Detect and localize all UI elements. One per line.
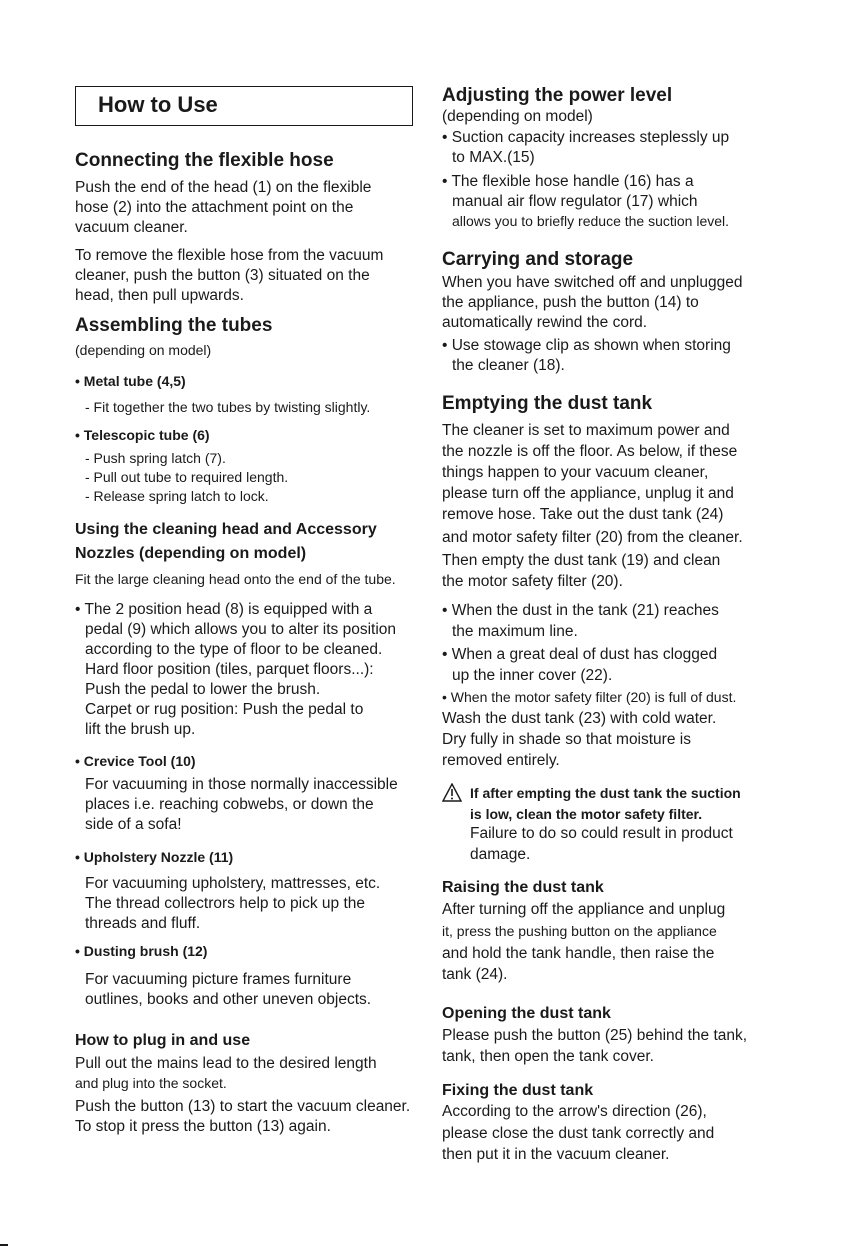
left-text-line: Push the button (13) to start the vacuum cleaner. [75, 1098, 411, 1115]
left-text-line: Push the pedal to lower the brush. [85, 681, 321, 698]
left-text-line: Connecting the flexible hose [75, 150, 334, 171]
page-edge-mark [0, 1244, 8, 1246]
right-text-line: please close the dust tank correctly and [442, 1125, 715, 1142]
right-text-line: tank, then open the tank cover. [442, 1048, 654, 1065]
left-text-line: side of a sofa! [85, 816, 182, 833]
right-text-line: remove hose. Take out the dust tank (24) [442, 506, 724, 523]
left-text-line: - Pull out tube to required length. [85, 469, 289, 485]
right-text-line: the motor safety filter (20). [442, 573, 623, 590]
right-text-line: is low, clean the motor safety filter. [470, 806, 703, 822]
right-text-line: (depending on model) [442, 108, 593, 125]
left-text-line: lift the brush up. [85, 721, 196, 738]
right-text-line: Fixing the dust tank [442, 1082, 594, 1099]
right-text-line: things happen to your vacuum cleaner, [442, 464, 709, 481]
left-text-line: threads and fluff. [85, 915, 201, 932]
left-text-line: • Dusting brush (12) [75, 943, 208, 959]
right-text-line: Please push the button (25) behind the tank, [442, 1027, 748, 1044]
left-text-line: - Push spring latch (7). [85, 450, 226, 466]
right-text-line: Failure to do so could result in product [470, 825, 733, 842]
page-title: How to Use [98, 92, 218, 117]
right-text-line: allows you to briefly reduce the suction level. [452, 213, 730, 229]
right-text-line: the cleaner (18). [452, 357, 565, 374]
right-text-line: • When a great deal of dust has clogged [442, 646, 718, 663]
right-text-line: tank (24). [442, 966, 508, 983]
left-text-line: Pull out the mains lead to the desired length [75, 1055, 377, 1072]
right-text-line: please turn off the appliance, unplug it and [442, 485, 734, 502]
left-text-line: • Upholstery Nozzle (11) [75, 849, 234, 865]
right-text-line: • When the motor safety filter (20) is full of dust. [442, 689, 737, 705]
left-text-line: How to plug in and use [75, 1032, 251, 1049]
left-text-line: according to the type of floor to be cleaned. [85, 641, 383, 658]
right-text-line: Emptying the dust tank [442, 393, 653, 414]
right-text-line: and motor safety filter (20) from the cleaner. [442, 529, 743, 546]
right-text-line: • When the dust in the tank (21) reaches [442, 602, 719, 619]
left-text-line: cleaner, push the button (3) situated on the [75, 267, 370, 284]
right-text-line: • The flexible hose handle (16) has a [442, 173, 694, 190]
right-text-line: Opening the dust tank [442, 1005, 611, 1022]
left-text-line: Hard floor position (tiles, parquet floors...): [85, 661, 374, 678]
section-title-box [75, 86, 413, 126]
right-text-line: Adjusting the power level [442, 85, 673, 106]
left-text-line: vacuum cleaner. [75, 219, 188, 236]
right-text-line: • Suction capacity increases steplessly up [442, 129, 730, 146]
right-text-line: Carrying and storage [442, 249, 634, 270]
right-text-line: it, press the pushing button on the appliance [442, 923, 717, 939]
right-text-line: After turning off the appliance and unplug [442, 901, 726, 918]
left-text-line: and plug into the socket. [75, 1075, 227, 1091]
right-text-line: • Use stowage clip as shown when storing [442, 337, 731, 354]
right-text-line: damage. [470, 846, 531, 863]
left-text-line: • The 2 position head (8) is equipped with a [75, 601, 373, 618]
left-text-line: - Release spring latch to lock. [85, 488, 269, 504]
left-text-line: For vacuuming upholstery, mattresses, etc. [85, 875, 381, 892]
left-text-line: pedal (9) which allows you to alter its position [85, 621, 397, 638]
right-text-line: the nozzle is off the floor. As below, if these [442, 443, 738, 460]
right-text-line: to MAX.(15) [452, 149, 535, 166]
right-text-line: manual air flow regulator (17) which [452, 193, 698, 210]
left-text-line: Assembling the tubes [75, 315, 273, 336]
right-text-line: When you have switched off and unplugged [442, 274, 743, 291]
left-text-line: To remove the flexible hose from the vacuum [75, 247, 384, 264]
right-text-line: and hold the tank handle, then raise the [442, 945, 715, 962]
right-text-line: Wash the dust tank (23) with cold water. [442, 710, 717, 727]
right-text-line: the appliance, push the button (14) to [442, 294, 699, 311]
left-text-line: places i.e. reaching cobwebs, or down the [85, 796, 374, 813]
left-text-line: • Telescopic tube (6) [75, 427, 210, 443]
left-text-line: For vacuuming picture frames furniture [85, 971, 352, 988]
left-text-line: Fit the large cleaning head onto the end of the tube. [75, 571, 396, 587]
right-text-line: removed entirely. [442, 752, 560, 769]
right-text-line: Dry fully in shade so that moisture is [442, 731, 691, 748]
left-text-line: • Crevice Tool (10) [75, 753, 196, 769]
left-text-line: hose (2) into the attachment point on the [75, 199, 354, 216]
left-text-line: Push the end of the head (1) on the flexible [75, 179, 372, 196]
right-text-line: automatically rewind the cord. [442, 314, 648, 331]
left-text-line: • Metal tube (4,5) [75, 373, 186, 389]
right-text-line: Raising the dust tank [442, 879, 604, 896]
right-text-line: If after empting the dust tank the suction [470, 785, 741, 801]
left-text-line: For vacuuming in those normally inaccessible [85, 776, 398, 793]
right-text-line: up the inner cover (22). [452, 667, 613, 684]
right-text-line: Then empty the dust tank (19) and clean [442, 552, 721, 569]
left-text-line: outlines, books and other uneven objects. [85, 991, 372, 1008]
right-text-line: then put it in the vacuum cleaner. [442, 1146, 670, 1163]
left-text-line: The thread collectrors help to pick up the [85, 895, 366, 912]
right-text-line: the maximum line. [452, 623, 578, 640]
left-text-line: head, then pull upwards. [75, 287, 244, 304]
right-text-line: According to the arrow's direction (26), [442, 1103, 707, 1120]
warning-icon [442, 783, 462, 802]
left-text-line: (depending on model) [75, 342, 212, 358]
right-text-line: The cleaner is set to maximum power and [442, 422, 730, 439]
left-text-line: To stop it press the button (13) again. [75, 1118, 331, 1135]
left-text-line: Carpet or rug position: Push the pedal to [85, 701, 364, 718]
left-text-line: Nozzles (depending on model) [75, 545, 307, 562]
left-text-line: Using the cleaning head and Accessory [75, 521, 377, 538]
left-text-line: - Fit together the two tubes by twisting slightly. [85, 399, 371, 415]
